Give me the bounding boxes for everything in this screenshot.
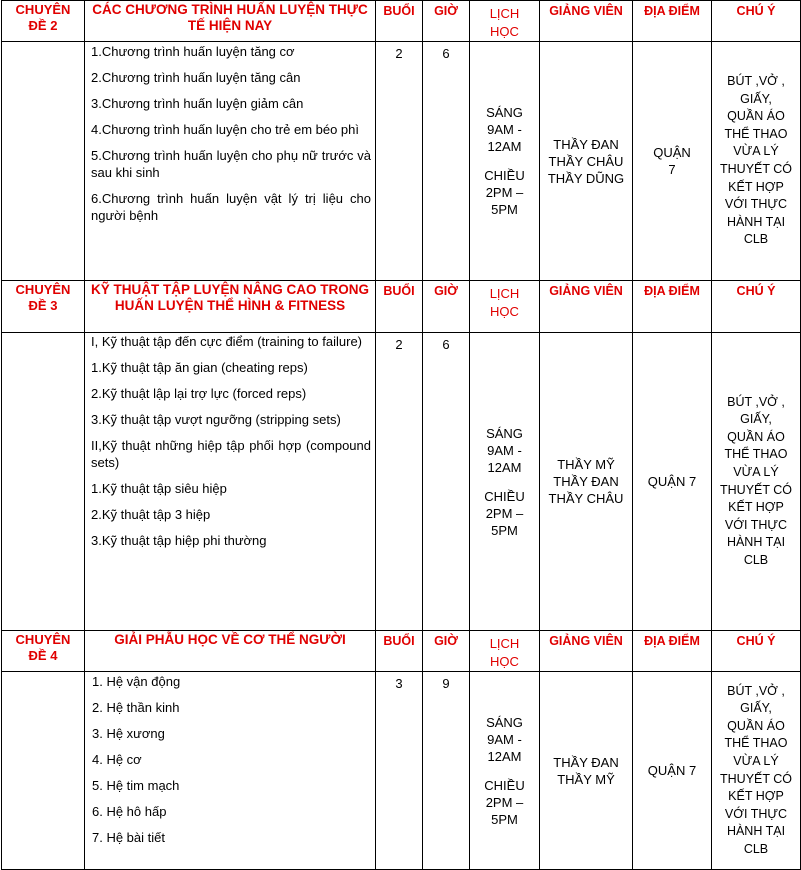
topic-label-line: CHUYÊN xyxy=(15,282,71,297)
topic-label xyxy=(2,1,85,42)
header-dia-diem: ĐỊA ĐIỂM xyxy=(633,1,712,42)
note-line: CLB xyxy=(743,232,769,247)
note-line: VỪA LÝ xyxy=(733,464,779,479)
note-line: VỪA LÝ xyxy=(733,144,779,159)
content-item: 1.Chương trình huấn luyện tăng cơ xyxy=(91,44,295,59)
empty-cell xyxy=(2,42,85,281)
schedule-value xyxy=(470,333,540,631)
header-buoi: BUỔI xyxy=(376,281,423,333)
location-line: QUẬN xyxy=(653,145,691,160)
content-item: II,Kỹ thuật những hiệp tập phối hợp (compound sets) xyxy=(91,438,371,470)
note-line: GIẤY, xyxy=(740,412,772,427)
schedule-line: 9AM - xyxy=(487,442,522,458)
location-value xyxy=(633,333,712,631)
schedule-line: 12AM xyxy=(487,748,522,764)
content-item: 4. Hệ cơ xyxy=(92,752,142,767)
gio-value: 6 xyxy=(423,42,470,281)
topic-label-line: ĐỀ 4 xyxy=(28,648,58,663)
header-lich-hoc-line: LỊCH xyxy=(489,286,520,301)
header-lich-hoc-line: HỌC xyxy=(490,304,519,319)
content-item: 5. Hệ tim mạch xyxy=(92,778,180,793)
topic-content xyxy=(85,42,376,281)
content-item: 2.Kỹ thuật lập lại trợ lực (forced reps) xyxy=(91,386,307,401)
instructor: THẦY ĐAN xyxy=(553,136,619,152)
buoi-value: 3 xyxy=(376,672,423,870)
note-line: KẾT HỢP xyxy=(728,789,784,804)
location-value xyxy=(633,672,712,870)
header-gio: GIỜ xyxy=(423,1,470,42)
content-item: 4.Chương trình huấn luyện cho trẻ em béo phì xyxy=(91,122,360,137)
topic-title: GIẢI PHẪU HỌC VỀ CƠ THỂ NGƯỜI xyxy=(85,631,376,672)
header-dia-diem: ĐỊA ĐIỂM xyxy=(633,631,712,672)
note-line: VỚI THỰC xyxy=(724,517,788,532)
location-line: 7 xyxy=(668,162,676,177)
content-item: 5.Chương trình huấn luyện cho phụ nữ trước và sau khi sinh xyxy=(91,148,371,180)
note-value xyxy=(712,333,801,631)
note-line: HÀNH TẠI xyxy=(726,535,786,550)
header-gio: GIỜ xyxy=(423,281,470,333)
note-line: THUYẾT CÓ xyxy=(720,482,792,497)
topic-header-row xyxy=(2,1,801,42)
content-item: 3.Chương trình huấn luyện giảm cân xyxy=(91,96,304,111)
instructor: THẦY ĐAN xyxy=(553,474,619,489)
topic-body-row xyxy=(2,333,801,631)
topic-label xyxy=(2,631,85,672)
content-item: 3. Hệ xương xyxy=(92,726,165,741)
topic-title: KỸ THUẬT TẬP LUYỆN NÂNG CAO TRONG HUẤN LUYỆN THỂ HÌNH & FITNESS xyxy=(85,281,376,333)
header-chu-y: CHÚ Ý xyxy=(712,1,801,42)
header-buoi: BUỔI xyxy=(376,631,423,672)
topic-label-line: ĐỀ 3 xyxy=(28,298,58,313)
note-line: CLB xyxy=(743,552,769,567)
training-schedule-table xyxy=(1,0,801,870)
note-line: GIẤY, xyxy=(740,701,772,716)
note-line: QUẦN ÁO xyxy=(727,429,785,444)
schedule-line: 5PM xyxy=(491,811,518,827)
note-line: GIẤY, xyxy=(740,91,772,106)
location-value xyxy=(633,42,712,281)
note-line: THUYẾT CÓ xyxy=(720,162,792,176)
schedule-line: 5PM xyxy=(491,522,518,538)
note-line: QUẦN ÁO xyxy=(727,718,785,733)
header-lich-hoc-line: HỌC xyxy=(490,654,519,669)
note-line: THỂ THAO xyxy=(724,447,788,462)
topic-label-line: CHUYÊN xyxy=(15,632,71,647)
note-line: BÚT ,VỞ , xyxy=(727,683,785,698)
note-line: HÀNH TẠI xyxy=(726,214,786,229)
location-line: QUẬN 7 xyxy=(647,474,697,489)
instructor: THẦY DŨNG xyxy=(547,170,625,186)
topic-body-row xyxy=(2,672,801,870)
schedule-line: 5PM xyxy=(491,202,518,217)
content-item: 1. Hệ vận động xyxy=(92,674,181,689)
gio-value: 9 xyxy=(423,672,470,870)
topic-content xyxy=(85,333,376,631)
topic-content xyxy=(85,672,376,870)
content-item: I, Kỹ thuật tập đến cực điểm (training to failure) xyxy=(91,334,363,349)
schedule-value xyxy=(470,672,540,870)
header-giang-vien: GIẢNG VIÊN xyxy=(540,281,633,333)
topic-label-line: CHUYÊN xyxy=(15,2,71,17)
instructor: THẦY MỸ xyxy=(557,457,615,472)
note-line: THUYẾT CÓ xyxy=(720,771,792,786)
header-lich-hoc-line: LỊCH xyxy=(489,6,520,21)
header-lich-hoc xyxy=(470,1,540,42)
buoi-value: 2 xyxy=(376,333,423,631)
note-line: CLB xyxy=(743,841,769,856)
topic-title: CÁC CHƯƠNG TRÌNH HUẤN LUYỆN THỰC TẾ HIỆN NAY xyxy=(85,1,376,42)
note-line: THỂ THAO xyxy=(724,736,788,751)
schedule-line: 12AM xyxy=(487,459,522,475)
header-dia-diem: ĐỊA ĐIỂM xyxy=(633,281,712,333)
topic-body-row xyxy=(2,42,801,281)
content-item: 7. Hệ bài tiết xyxy=(92,830,165,845)
content-item: 3.Kỹ thuật tập hiệp phi thường xyxy=(91,533,267,548)
schedule-line: CHIỀU xyxy=(484,777,525,793)
schedule-line: 2PM – xyxy=(485,185,524,200)
header-buoi: BUỔI xyxy=(376,1,423,42)
schedule-line: SÁNG xyxy=(486,425,523,441)
schedule-line: 9AM - xyxy=(487,731,522,747)
content-item: 2. Hệ thần kinh xyxy=(92,700,180,715)
instructors-value xyxy=(540,333,633,631)
content-item: 3.Kỹ thuật tập vượt ngưỡng (stripping sets) xyxy=(91,412,341,427)
note-value xyxy=(712,42,801,281)
note-line: KẾT HỢP xyxy=(728,500,784,515)
note-value xyxy=(712,672,801,870)
header-chu-y: CHÚ Ý xyxy=(712,631,801,672)
note-line: VỚI THỰC xyxy=(724,806,788,821)
header-lich-hoc-line: LỊCH xyxy=(489,636,520,651)
empty-cell xyxy=(2,333,85,631)
header-lich-hoc xyxy=(470,281,540,333)
topic-label-line: ĐỀ 2 xyxy=(28,18,58,33)
content-item: 6.Chương trình huấn luyện vật lý trị liệu cho người bệnh xyxy=(91,191,371,223)
schedule-line: 9AM - xyxy=(487,122,522,137)
topic-label xyxy=(2,281,85,333)
schedule-line: SÁNG xyxy=(486,105,523,120)
instructor: THẦY ĐAN xyxy=(553,754,619,770)
location-line: QUẬN 7 xyxy=(647,763,697,778)
instructor: THẦY CHÂU xyxy=(548,153,624,169)
instructors-value xyxy=(540,672,633,870)
header-giang-vien: GIẢNG VIÊN xyxy=(540,1,633,42)
schedule-line: 2PM – xyxy=(485,505,524,521)
instructors-value xyxy=(540,42,633,281)
header-gio: GIỜ xyxy=(423,631,470,672)
content-item: 2.Kỹ thuật tập 3 hiệp xyxy=(91,507,211,522)
header-lich-hoc xyxy=(470,631,540,672)
content-item: 1.Kỹ thuật tập siêu hiệp xyxy=(91,481,227,496)
note-line: BÚT ,VỞ , xyxy=(727,394,785,409)
note-line: QUẦN ÁO xyxy=(727,109,785,124)
note-line: HÀNH TẠI xyxy=(726,824,786,839)
content-item: 2.Chương trình huấn luyện tăng cân xyxy=(91,70,301,85)
schedule-line: 12AM xyxy=(487,139,522,154)
note-line: VỪA LÝ xyxy=(733,753,779,768)
topic-header-row xyxy=(2,281,801,333)
note-line: BÚT ,VỞ , xyxy=(727,74,785,89)
instructor: THẦY MỸ xyxy=(557,771,615,787)
schedule-line: CHIỀU xyxy=(484,168,525,183)
content-item: 1.Kỹ thuật tập ăn gian (cheating reps) xyxy=(91,360,308,375)
buoi-value: 2 xyxy=(376,42,423,281)
header-chu-y: CHÚ Ý xyxy=(712,281,801,333)
note-line: THỂ THAO xyxy=(724,126,788,141)
schedule-value xyxy=(470,42,540,281)
schedule-line: SÁNG xyxy=(486,714,523,730)
header-giang-vien: GIẢNG VIÊN xyxy=(540,631,633,672)
note-line: KẾT HỢP xyxy=(728,179,784,194)
empty-cell xyxy=(2,672,85,870)
gio-value: 6 xyxy=(423,333,470,631)
schedule-line: 2PM – xyxy=(485,794,524,810)
instructor: THẦY CHÂU xyxy=(548,491,624,506)
topic-header-row xyxy=(2,631,801,672)
content-item: 6. Hệ hô hấp xyxy=(92,804,167,819)
schedule-line: CHIỀU xyxy=(484,488,525,504)
header-lich-hoc-line: HỌC xyxy=(490,24,519,39)
note-line: VỚI THỰC xyxy=(724,197,788,212)
